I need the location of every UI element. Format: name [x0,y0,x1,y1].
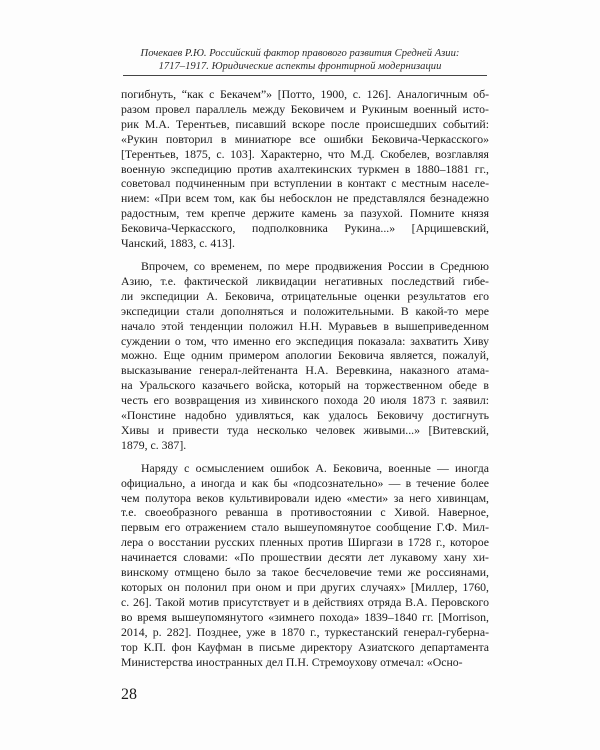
text-line: Бековича-Черкасского, подполковника Рукина...» [Арцишевский, [121,221,489,236]
running-head-line-2: 1717–1917. Юридические аспекты фронтирной модернизации [158,61,442,72]
text-line: лера о восстании русских пленных против Ширгази в 1728 г., которое [121,535,489,550]
text-line: тор К.П. фон Кауфман в письме директору Азиатского департамента [121,639,489,654]
paragraph [121,87,489,251]
text-line: ли экспедиции А. Бековича, отрицательные оценки результатов его [121,288,489,303]
text-line: т.е. своеобразного реванша в противостоянии с Хивой. Наверное, [121,505,489,520]
text-line: официально, а иногда и как бы «подсознательно» — в течение более [121,475,489,490]
text-line: суждении о том, что именно его экспедиция показала: захватить Хиву [121,333,489,348]
text-line: высказывание генерал-лейтенанта Н.А. Веревкина, наказного атама- [121,363,489,378]
running-head-line-1: Почекаев Р.Ю. Российский фактор правового развития Средней Азии: [140,48,460,59]
text-line: экспедиции стали дополняться и положительными. В какой-то мере [121,303,489,318]
text-line: винскому отмщено было за такое бесчеловечие теми же россиянами, [121,565,489,580]
text-line: рик М.А. Терентьев, писавший вскоре после происшедших событий: [121,116,489,131]
text-line: радостным, тем крепче держите камень за пазухой. Помните князя [121,206,489,221]
paragraph [121,461,489,670]
text-line: нием: «При всем том, как бы небосклон не представлялся безнадежно [121,191,489,206]
paragraph [121,259,489,453]
text-line: честь его возвращения из хивинского похода 20 июля 1873 г. заявил: [121,393,489,408]
text-line: погибнуть, “как с Бекачем”» [Потто, 1900, с. 126]. Аналогичным об- [121,87,489,101]
text-line: Наряду с осмыслением ошибок А. Бековича, военные — иногда [141,460,489,475]
text-line: «Понстине надобно удивляться, как удалось Бековичу достигнуть [121,408,489,423]
running-head [110,47,490,73]
text-line: советовал подчиненным при вступлении в контакт с местным населе- [121,176,489,191]
text-line: Министерства иностранных дел П.Н. Стремоухову отмечал: «Осно- [121,654,463,669]
text-line: во время вышеупомянутого «зимнего похода» 1839–1840 гг. [Morrison, [121,609,489,624]
text-line: Азию, т.е. фактической ликвидации негативных последствий гибе- [121,273,489,288]
text-line: первым его отражением стало вышеупомянутое сообщение Г.Ф. Мил- [121,520,489,535]
text-line: разом провел параллель между Бековичем и Рукиным военный исто- [121,101,489,116]
text-line: начинается словами: «По прошествии десяти лет лукавому хану хи- [121,550,489,565]
text-line: чем полутора веков культивировали идею «мести» за него хивинцам, [121,490,489,505]
text-line: 2014, р. 282]. Позднее, уже в 1870 г., туркестанский генерал-губерна- [121,624,489,639]
text-line: Хивы и привести туда несколько человек живыми...» [Витевский, [121,422,489,437]
text-line: 1879, с. 387]. [121,437,187,452]
text-line: [Терентьев, 1875, с. 103]. Характерно, что М.Д. Скобелев, возглавляя [121,146,489,161]
text-line: которых он полонил при оном и при других случаях» [Миллер, 1760, [121,580,489,594]
text-line: Впрочем, со временем, по мере продвижения России в Среднюю [141,258,489,273]
header-rule [123,75,487,76]
text-line: «Рукин повторил в миниатюре все ошибки Бековича-Черкасского» [121,131,489,146]
text-line: начало этой тенденции положил Н.Н. Муравьев в вышеприведенном [121,318,489,333]
text-line: военную экспедицию против ахалтекинских туркмен в 1880–1881 гг., [121,161,489,176]
text-line: на Уральского казачьего войска, который на торжественном обеде в [121,378,489,393]
text-line: Чанский, 1883, с. 413]. [121,236,235,251]
text-line: можно. Еще одним примером апологии Бековича является, пожалуй, [121,348,489,363]
page-number: 28 [121,686,137,703]
text-line: с. 26]. Такой мотив присутствует и в действиях отряда В.А. Перовского [121,594,489,609]
body-text [121,87,489,669]
